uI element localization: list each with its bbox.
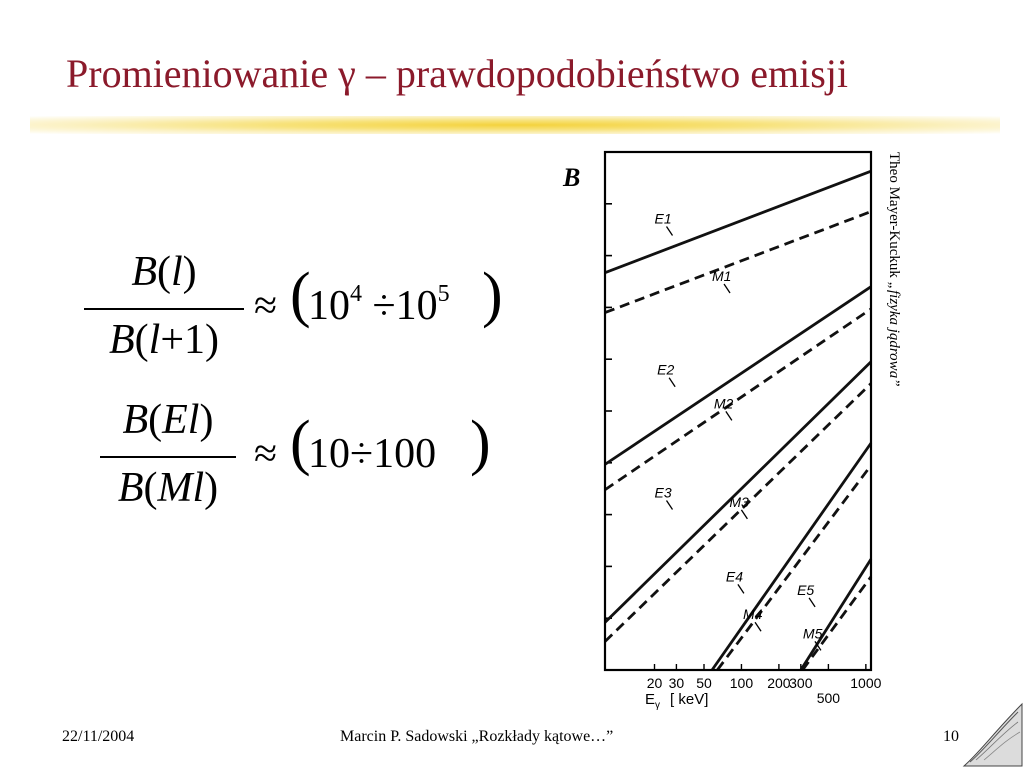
num-func-2: B [122, 397, 149, 443]
x-tick-label: 20 [646, 675, 663, 691]
x-axis-symbol: E [645, 691, 656, 708]
label-e1: E1 [654, 210, 672, 227]
x-tick-label: 100 [729, 675, 754, 691]
num-arg-2: El [162, 397, 200, 443]
multipole-chart [595, 148, 895, 713]
num-func-1: B [131, 249, 157, 295]
range-2-hi: 100 [373, 431, 437, 477]
footer-author: Marcin P. Sadowski „Rozkłady kątowe…” [340, 728, 614, 745]
fraction-bar-1 [84, 308, 244, 310]
fraction-1 [84, 248, 244, 376]
chart-y-label: B [563, 163, 581, 192]
range-2-div: ÷ [350, 431, 374, 477]
series-line-m1 [605, 212, 871, 313]
label-m5: M5 [802, 625, 823, 642]
range-1-lo-exp: 4 [350, 281, 362, 307]
approx-sign-2: ≈ [254, 431, 278, 477]
approx-sign-1: ≈ [254, 283, 278, 329]
footer-date: 22/11/2004 [62, 728, 135, 745]
leader-m3 [741, 510, 747, 519]
source-credit [872, 152, 902, 472]
den-func-2: B [117, 465, 144, 511]
x-tick-label: 500 [816, 690, 841, 706]
range-1-hi-base: 10 [395, 283, 438, 329]
series-line-e2 [605, 287, 871, 465]
denominator-1: B(l+1) [108, 317, 219, 363]
paren-close-2: ) [470, 409, 491, 477]
numerator-1: B(l) [131, 249, 197, 295]
leader-m2 [726, 411, 732, 420]
label-m3: M3 [729, 493, 749, 510]
x-tick-label: 300 [789, 675, 813, 691]
x-tick-label: 1000 [850, 675, 882, 691]
slide-title: Promieniowanie γ – prawdopodobieństwo emisji [66, 51, 849, 96]
range-1-hi-exp: 5 [437, 281, 450, 307]
label-e5: E5 [797, 581, 815, 598]
series-line-m3 [605, 384, 871, 642]
x-axis-unit: [ keV] [670, 691, 709, 708]
den-plus-1: +1 [160, 317, 205, 363]
range-2 [308, 430, 436, 478]
range-2-lo: 10 [308, 431, 350, 477]
leader-e5 [809, 598, 815, 607]
label-m4: M4 [743, 606, 763, 623]
denominator-2: B(Ml) [117, 465, 219, 511]
label-m1: M1 [712, 267, 732, 284]
leader-m1 [724, 284, 730, 293]
leader-e1 [667, 226, 673, 235]
fraction-2 [100, 396, 236, 524]
numerator-2: B(El) [122, 397, 214, 443]
den-arg-2: Ml [157, 465, 205, 511]
leader-e2 [669, 378, 675, 387]
series-line-e5 [801, 559, 871, 670]
leader-e3 [667, 501, 673, 510]
range-1-div: ÷ [372, 283, 396, 329]
den-func-1: B [108, 317, 135, 363]
paren-open-1: ( [290, 261, 311, 329]
label-e2: E2 [657, 361, 675, 378]
label-e4: E4 [725, 568, 744, 585]
fraction-bar-2 [100, 456, 236, 458]
x-axis-label [645, 691, 708, 711]
x-tick-label: 200 [767, 675, 791, 691]
x-tick-label: 50 [696, 675, 712, 691]
series-line-e4 [712, 443, 871, 670]
x-axis-sub: γ [655, 700, 661, 711]
page-number: 10 [943, 728, 959, 745]
x-tick-label: 30 [668, 675, 685, 691]
paren-open-2: ( [290, 409, 311, 477]
label-e3: E3 [654, 484, 672, 501]
label-m2: M2 [713, 395, 734, 412]
page-curl-icon [962, 700, 1024, 768]
den-arg-1: l [148, 317, 161, 363]
source-title: „fizyka jądrowa” [886, 281, 902, 387]
source-author: Theo Mayer-Kuckuk [886, 152, 902, 282]
num-arg-1: l [170, 249, 183, 295]
chart-annotations [655, 210, 823, 650]
title-underline [30, 116, 1000, 134]
range-1 [308, 282, 450, 330]
leader-e4 [738, 584, 744, 593]
leader-m4 [755, 622, 761, 631]
paren-close-1: ) [482, 261, 503, 329]
chart-frame [605, 152, 871, 670]
range-1-lo-base: 10 [308, 283, 350, 329]
series-line-e1 [605, 171, 871, 273]
chart-series [605, 171, 871, 670]
